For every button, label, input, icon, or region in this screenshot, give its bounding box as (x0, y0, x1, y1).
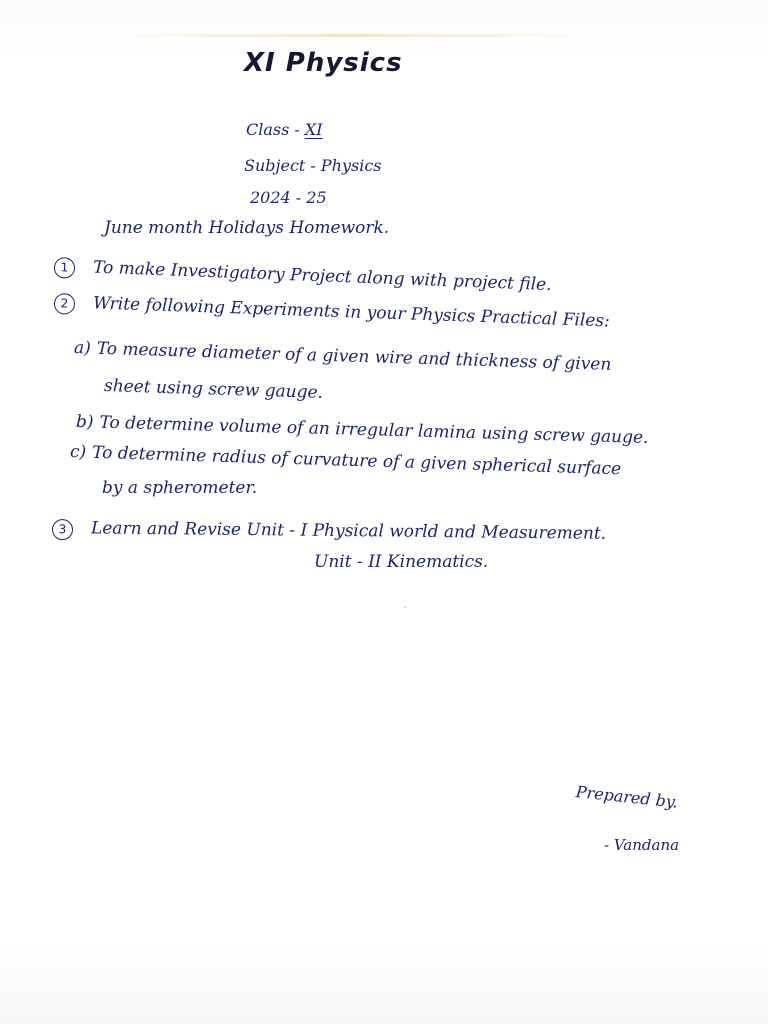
sub-item (74, 338, 612, 375)
sub-item-continuation: sheet using screw gauge. (103, 376, 324, 403)
sub-item-label: a) (73, 338, 92, 359)
item-continuation: Unit - II Kinematics. (314, 552, 489, 572)
item-text: To make Investigatory Project along with project file. (92, 257, 552, 296)
class-label: Class - (246, 120, 300, 139)
sub-item-label: b) (75, 412, 94, 433)
list-item (52, 518, 606, 546)
paper-speck (404, 606, 406, 608)
sub-item-text: To measure diameter of a given wire and thickness of given (96, 338, 612, 375)
sub-item-text: To determine radius of curvature of a given spherical surface (91, 442, 622, 480)
paper-top-edge (110, 34, 590, 37)
sub-item-continuation: by a spherometer. (102, 478, 258, 498)
sub-item-text: To determine volume of an irregular lamina using screw gauge. (99, 412, 649, 448)
item-text: Learn and Revise Unit - I Physical world and Measurement. (90, 518, 607, 544)
item-number: 3 (52, 519, 73, 540)
author-name: - Vandana (604, 836, 680, 854)
prepared-by-label: Prepared by. (575, 782, 679, 812)
subject-line: Subject - Physics (244, 156, 382, 175)
list-item (54, 292, 611, 333)
sub-item (76, 412, 649, 448)
sub-item (70, 442, 622, 479)
class-value: XI (304, 120, 323, 139)
item-number: 2 (54, 293, 76, 315)
homework-heading: June month Holidays Homework. (104, 218, 390, 238)
document-title: XI Physics (244, 48, 403, 78)
list-item (54, 256, 552, 297)
class-line (246, 120, 323, 139)
item-text: Write following Experiments in your Physics Practical Files: (92, 293, 611, 332)
session-line: 2024 - 25 (250, 188, 327, 207)
sub-item-label: c) (69, 442, 87, 463)
item-number: 1 (54, 257, 76, 279)
